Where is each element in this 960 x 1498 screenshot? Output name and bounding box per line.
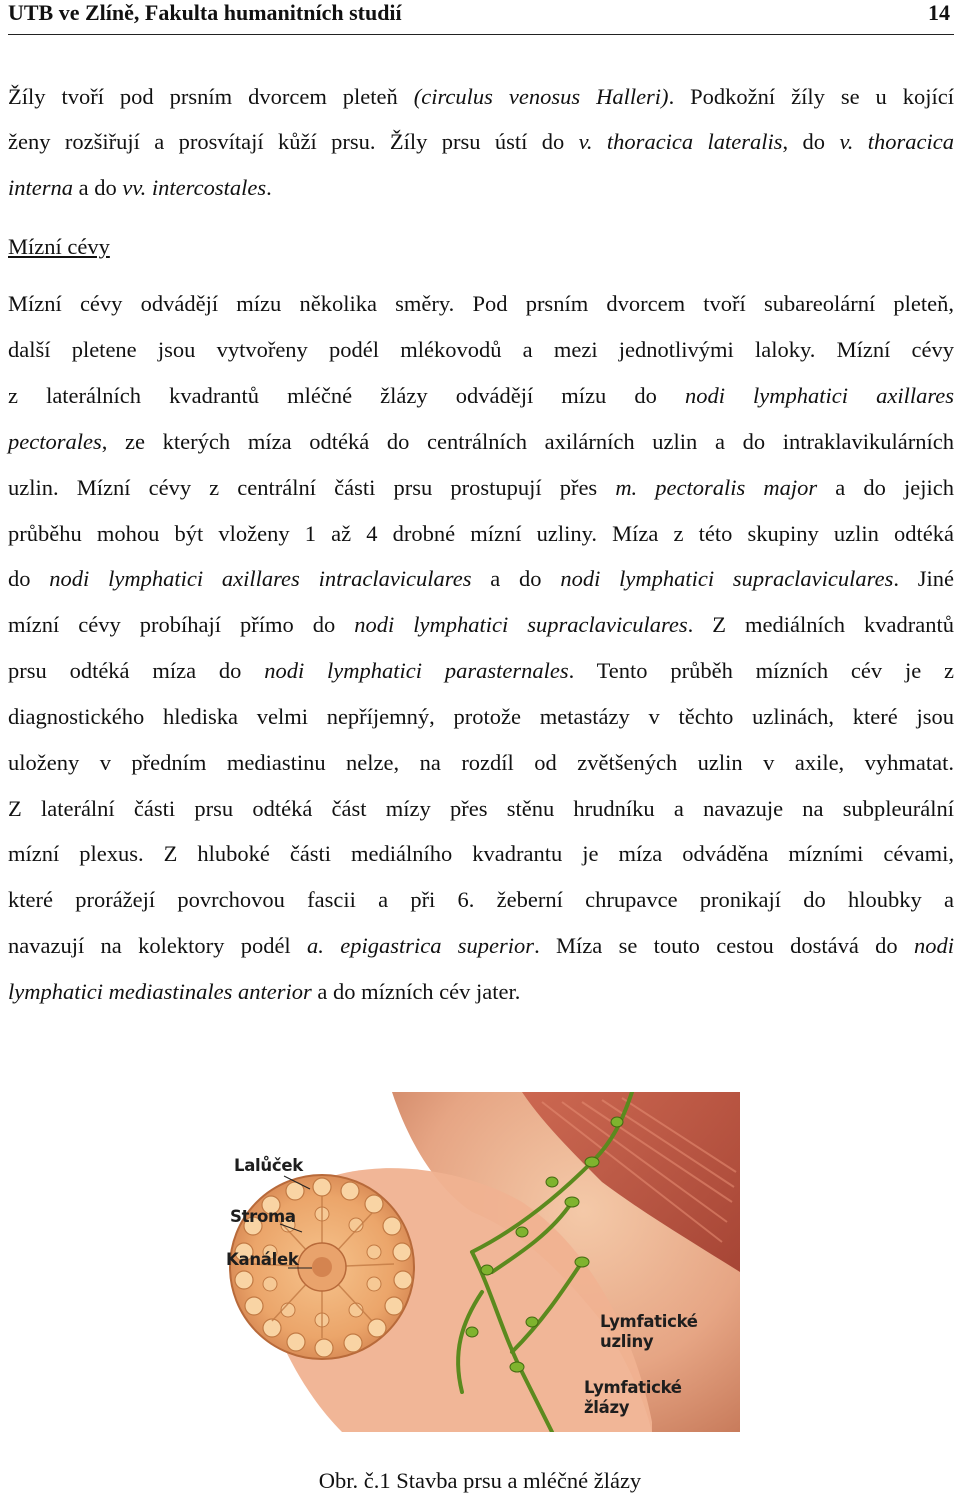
- paragraph-2-line-8: mízní cévy probíhají přímo do nodi lymphatici supraclaviculares. Z mediálních kvadrantů: [8, 612, 954, 637]
- label-stroma: Stroma: [230, 1207, 296, 1226]
- label-lymph-nodes: Lymfatické uzliny: [600, 1312, 698, 1351]
- paragraph-2-line-3: z laterálních kvadrantů mléčné žlázy odvádějí mízu do nodi lymphatici axillares: [8, 383, 954, 408]
- breast-anatomy-figure: [222, 1092, 740, 1432]
- paragraph-2-line-9: prsu odtéká míza do nodi lymphatici parasternales. Tento průběh mízních cév je z: [8, 658, 954, 683]
- paragraph-2-line-16: lymphatici mediastinales anterior a do mízních cév jater.: [8, 979, 521, 1004]
- paragraph-2-line-12: Z laterální části prsu odtéká část mízy přes stěnu hrudníku a navazuje na subpleurální: [8, 796, 954, 821]
- paragraph-2-line-2: další pletene jsou vytvořeny podél mlékovodů a mezi jednotlivými laloky. Mízní cévy: [8, 337, 954, 362]
- header-title: UTB ve Zlíně, Fakulta humanitních studií: [8, 0, 402, 25]
- paragraph-2-line-4: pectorales, ze kterých míza odtéká do centrálních axilárních uzlin a do intraklavikulárních: [8, 429, 954, 454]
- label-duct: Kanálek: [226, 1250, 299, 1269]
- paragraph-2-line-7: do nodi lymphatici axillares intraclaviculares a do nodi lymphatici supraclaviculares. Jiné: [8, 566, 954, 591]
- paragraph-2-line-5: uzlin. Mízní cévy z centrální části prsu prostupují přes m. pectoralis major a do jejich: [8, 475, 954, 500]
- page-header: [8, 0, 954, 35]
- figure-caption: Obr. č.1 Stavba prsu a mléčné žlázy: [318, 1468, 642, 1493]
- paragraph-2-line-14: které prorážejí povrchovou fascii a při 6. žeberní chrupavce pronikají do hloubky a: [8, 887, 954, 912]
- label-lymph-glands: Lymfatické žlázy: [584, 1378, 682, 1417]
- label-lobule: Lalůček: [234, 1156, 303, 1175]
- section-heading: Mízní cévy: [8, 234, 110, 259]
- paragraph-1-line-2: ženy rozšiřují a prosvítají kůží prsu. Žíly prsu ústí do v. thoracica lateralis, do v. thoracica: [8, 129, 954, 154]
- paragraph-2-line-1: Mízní cévy odvádějí mízu několika směry. Pod prsním dvorcem tvoří subareolární pleteň,: [8, 291, 954, 316]
- page-number: 14: [928, 0, 950, 25]
- paragraph-1-line-3: interna a do vv. intercostales.: [8, 175, 272, 200]
- paragraph-1-line-1: Žíly tvoří pod prsním dvorcem pleteň (circulus venosus Halleri). Podkožní žíly se u kojící: [8, 84, 954, 109]
- paragraph-2-line-15: navazují na kolektory podél a. epigastrica superior. Míza se touto cestou dostává do nodi: [8, 933, 954, 958]
- paragraph-2-line-13: mízní plexus. Z hluboké části mediálního kvadrantu je míza odváděna mízními cévami,: [8, 841, 954, 866]
- paragraph-2-line-10: diagnostického hlediska velmi nepříjemný, protože metastázy v těchto uzlinách, které jsou: [8, 704, 954, 729]
- paragraph-2-line-11: uloženy v předním mediastinu nelze, na rozdíl od zvětšených uzlin v axile, vyhmatat.: [8, 750, 954, 775]
- paragraph-2-line-6: průběhu mohou být vloženy 1 až 4 drobné mízní uzliny. Míza z této skupiny uzlin odtéká: [8, 521, 954, 546]
